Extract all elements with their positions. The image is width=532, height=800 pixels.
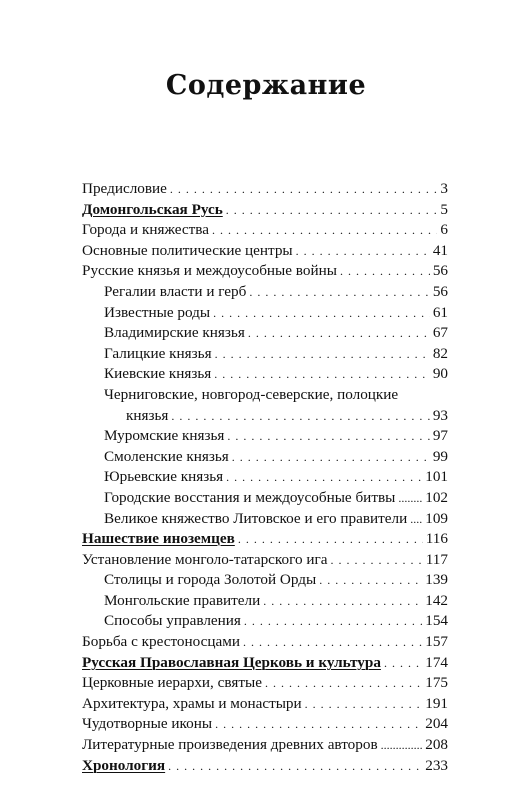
toc-subentry[interactable]	[82, 426, 448, 447]
toc-entry[interactable]	[82, 179, 448, 200]
toc-leader-dots	[227, 426, 429, 447]
toc-entry-page: 41	[432, 241, 448, 259]
toc-entry-label: Городские восстания и междоусобные битвы	[104, 488, 396, 506]
toc-entry-page: 116	[425, 530, 448, 548]
toc-leader-dots	[215, 344, 430, 365]
toc-entry-label: Муромские князья	[104, 427, 225, 445]
page-title: Содержание	[165, 70, 367, 101]
toc-leader-dots	[168, 756, 422, 777]
toc-entry[interactable]	[82, 694, 448, 715]
toc-entry-page: 61	[432, 303, 448, 321]
toc-entry-page: 174	[425, 653, 448, 671]
toc-entry-label: Киевские князья	[104, 365, 212, 383]
toc-entry-label: Чудотворные иконы	[82, 715, 213, 733]
toc-subentry[interactable]	[82, 488, 448, 509]
toc-entry-label: Церковные иерархи, святые	[82, 674, 262, 692]
toc-leader-dots	[243, 632, 422, 653]
toc-entry-page: 204	[425, 715, 448, 733]
toc-entry[interactable]	[82, 550, 448, 571]
toc-entry-label: Установление монголо-татарского ига	[82, 550, 328, 568]
toc-entry-page: 56	[432, 282, 448, 300]
toc-section-heading[interactable]	[82, 756, 448, 777]
toc-subentry[interactable]	[82, 467, 448, 488]
toc-leader-dots	[381, 735, 423, 756]
toc-entry-page: 142	[425, 591, 448, 609]
toc-subentry[interactable]	[82, 323, 448, 344]
toc-leader-dots	[263, 591, 422, 612]
toc-entry-page: 139	[425, 571, 448, 589]
toc-leader-dots	[319, 570, 422, 591]
toc-entry-label: Русские князья и междоусобные войны	[82, 262, 337, 280]
toc-entry-page: 154	[425, 612, 448, 630]
toc-leader-dots	[340, 261, 430, 282]
toc-entry-page: 82	[432, 344, 448, 362]
toc-leader-dots	[265, 673, 422, 694]
toc-leader-dots	[170, 179, 437, 200]
toc-entry-label: Юрьевские князья	[104, 468, 224, 486]
toc-entry-page: 97	[432, 427, 448, 445]
toc-entry-page: 109	[425, 509, 448, 527]
toc-entry-page: 208	[425, 736, 448, 754]
toc-leader-dots	[305, 694, 423, 715]
toc-subentry[interactable]	[82, 509, 448, 530]
toc-leader-dots	[244, 611, 422, 632]
toc-entry-label: Черниговские, новгород-северские, полоцкие	[104, 385, 399, 403]
toc-entry[interactable]	[82, 673, 448, 694]
toc-entry-label: Города и княжества	[82, 221, 209, 239]
toc-entry-page: 90	[432, 365, 448, 383]
toc-entry-page: 233	[425, 756, 448, 774]
toc-leader-dots	[296, 241, 430, 262]
toc-entry-page: 67	[432, 324, 448, 342]
toc-subentry[interactable]	[82, 591, 448, 612]
toc-leader-dots	[226, 467, 422, 488]
toc-entry-label: Литературные произведения древних авторов	[82, 736, 378, 754]
toc-leader-dots	[212, 220, 437, 241]
toc-entry-label: Основные политические центры	[82, 241, 293, 259]
toc-entry-label: Домонгольская Русь	[82, 200, 223, 218]
toc-entry[interactable]	[82, 220, 448, 241]
toc-entry-label: Предисловие	[82, 180, 167, 197]
toc-section-heading[interactable]	[82, 529, 448, 550]
toc-entry-label: Владимирские князья	[104, 324, 245, 342]
toc-entry-label: Великое княжество Литовское и его правители	[104, 509, 408, 527]
toc-entry-page: 102	[425, 488, 448, 506]
toc-entry-label: Борьба с крестоносцами	[82, 633, 240, 651]
toc-section-heading[interactable]	[82, 653, 448, 674]
toc-leader-dots	[215, 714, 422, 735]
toc-entry-label: Столицы и города Золотой Орды	[104, 571, 317, 589]
toc-entry-page: 117	[425, 550, 448, 568]
toc-entry-page: 101	[425, 468, 448, 486]
toc-leader-dots	[171, 406, 429, 427]
toc-subentry[interactable]	[82, 570, 448, 591]
toc-entry[interactable]	[82, 632, 448, 653]
toc-leader-dots	[410, 509, 422, 530]
toc-subentry[interactable]	[82, 447, 448, 468]
toc-entry-label: Хронология	[82, 756, 166, 774]
toc-entry[interactable]	[82, 241, 448, 262]
toc-entry[interactable]	[82, 714, 448, 735]
table-of-contents	[82, 179, 448, 776]
toc-subentry[interactable]	[82, 282, 448, 303]
toc-subentry-line2[interactable]	[82, 406, 448, 427]
toc-entry-label: Русская Православная Церковь и культура	[82, 653, 381, 671]
toc-subentry[interactable]	[82, 344, 448, 365]
toc-entry-label: Нашествие иноземцев	[82, 530, 235, 548]
toc-subentry[interactable]	[82, 611, 448, 632]
toc-entry-label: князья	[126, 406, 169, 424]
toc-section-heading[interactable]	[82, 200, 448, 221]
toc-entry-label: Регалии власти и герб	[104, 282, 247, 300]
toc-entry-page: 93	[432, 406, 448, 424]
toc-entry-page: 191	[425, 694, 448, 712]
toc-entry-label: Способы управления	[104, 612, 241, 630]
toc-leader-dots	[330, 550, 422, 571]
toc-entry-page: 3	[440, 180, 448, 197]
toc-entry-page: 56	[432, 262, 448, 280]
toc-entry-page: 157	[425, 633, 448, 651]
toc-leader-dots	[214, 364, 430, 385]
toc-leader-dots	[213, 303, 430, 324]
toc-leader-dots	[249, 282, 429, 303]
toc-entry-label: Известные роды	[104, 303, 211, 321]
toc-entry-page: 5	[440, 200, 448, 218]
toc-leader-dots	[248, 323, 430, 344]
toc-entry-label: Галицкие князья	[104, 344, 212, 362]
toc-leader-dots	[238, 529, 423, 550]
toc-subentry[interactable]	[82, 364, 448, 385]
toc-entry-label: Монгольские правители	[104, 591, 261, 609]
toc-entry[interactable]	[82, 261, 448, 282]
toc-subentry-line1[interactable]	[82, 385, 448, 406]
toc-leader-dots	[398, 488, 422, 509]
toc-subentry[interactable]	[82, 303, 448, 324]
toc-entry-page: 99	[432, 447, 448, 465]
toc-leader-dots	[384, 653, 422, 674]
toc-entry-label: Смоленские князья	[104, 447, 229, 465]
toc-entry[interactable]	[82, 735, 448, 756]
toc-entry-page: 175	[425, 674, 448, 692]
toc-leader-dots	[226, 200, 438, 221]
toc-entry-page: 6	[440, 221, 448, 239]
toc-leader-dots	[232, 447, 430, 468]
toc-entry-label: Архитектура, храмы и монастыри	[82, 694, 302, 712]
